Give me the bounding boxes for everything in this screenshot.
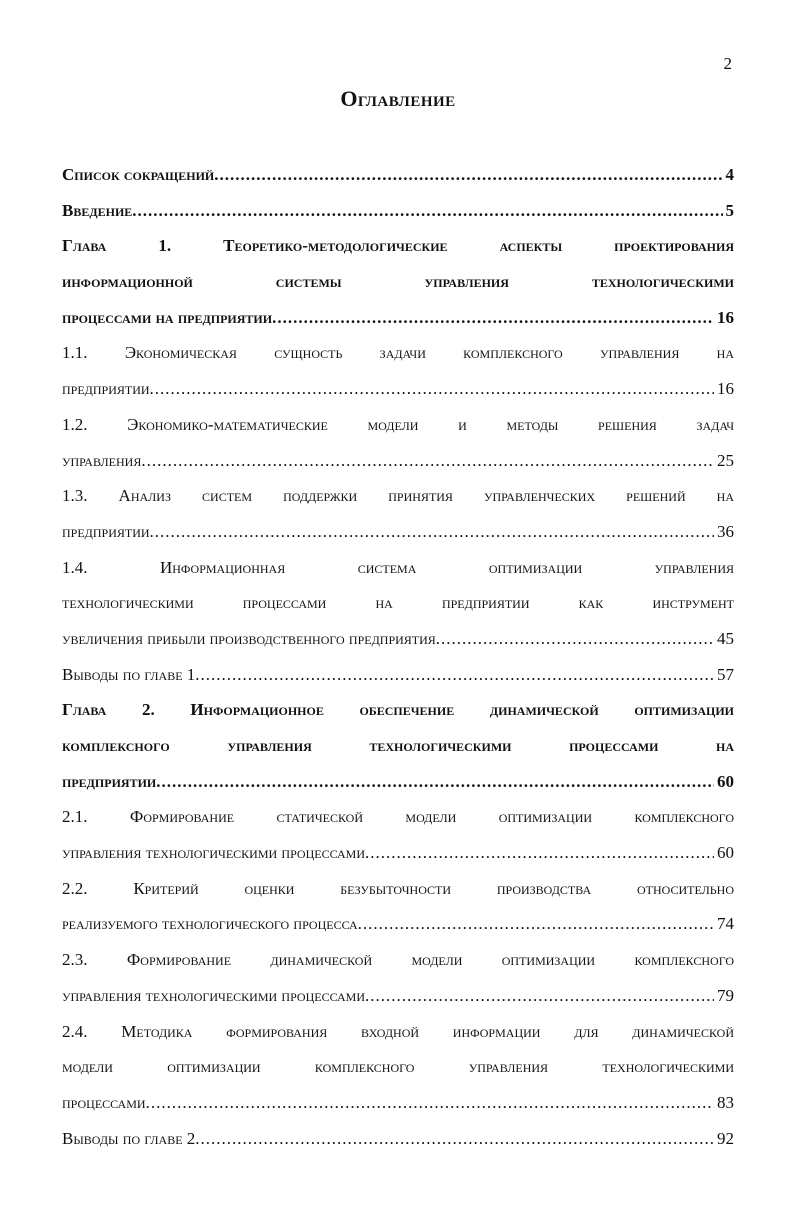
- toc-entry-section-2-4[interactable]: [62, 1014, 734, 1121]
- dot-leader: [150, 371, 714, 407]
- dot-leader: [214, 157, 722, 193]
- dot-leader: [365, 835, 714, 871]
- toc-entry-line: технологическими процессами на предприятии как инструмент: [62, 593, 734, 613]
- toc-entry-title: Список сокращений: [62, 165, 215, 184]
- dot-leader: [141, 443, 714, 479]
- toc-entry-section-1-1[interactable]: [62, 335, 734, 406]
- toc-entry-line: 2.1. Формирование статической модели оптимизации комплексного: [62, 807, 734, 827]
- toc-entry-title: Выводы по главе 2: [62, 1128, 196, 1148]
- toc-entry-introduction[interactable]: [62, 193, 734, 229]
- toc-entry-section-2-3[interactable]: [62, 942, 734, 1013]
- dot-leader: [195, 1121, 714, 1157]
- toc-page-number: 92: [717, 1128, 734, 1148]
- toc-entry-line: процессами: [62, 1092, 146, 1112]
- toc-entry-section-1-2[interactable]: [62, 407, 734, 478]
- toc-entry-line: процессами на предприятии: [62, 307, 273, 327]
- toc-entry-conclusions-2[interactable]: [62, 1121, 734, 1157]
- dot-leader: [358, 906, 714, 942]
- toc-page-number: 16: [717, 379, 734, 399]
- toc-entry-line: реализуемого технологического процесса: [62, 914, 358, 934]
- dot-leader: [436, 621, 714, 657]
- page-title: Оглавление: [340, 86, 456, 111]
- dot-leader: [272, 300, 714, 336]
- toc-page-number: 74: [717, 914, 734, 934]
- toc-entry-line: информационной системы управления технологическими: [62, 272, 734, 292]
- page-number: 2: [723, 54, 732, 73]
- toc-entry-line: предприятии: [62, 771, 157, 791]
- toc-entry-line: увеличения прибыли производственного предприятия: [62, 628, 436, 648]
- toc-entry-line: комплексного управления технологическими процессами на: [62, 736, 734, 755]
- toc-entry-line: 1.4. Информационная система оптимизации управления: [62, 557, 734, 577]
- toc-page-number: 4: [725, 165, 734, 184]
- toc-page-number: 83: [717, 1092, 734, 1112]
- toc-entry-section-2-2[interactable]: [62, 871, 734, 942]
- toc-page-number: 60: [717, 771, 734, 791]
- table-of-contents: [62, 157, 734, 1156]
- dot-leader: [365, 978, 714, 1014]
- toc-entry-abbreviations[interactable]: [62, 157, 734, 193]
- toc-entry-line: Глава 2. Информационное обеспечение динамической оптимизации: [62, 700, 734, 720]
- toc-page-number: 45: [717, 628, 734, 648]
- toc-entry-line: 1.2. Экономико-математические модели и методы решения задач: [62, 414, 734, 434]
- toc-entry-conclusions-1[interactable]: [62, 657, 734, 693]
- toc-entry-line: предприятии: [62, 521, 150, 541]
- dot-leader: [195, 657, 714, 693]
- toc-entry-line: управления технологическими процессами: [62, 985, 365, 1005]
- toc-entry-line: 1.1. Экономическая сущность задачи комплексного управления на: [62, 343, 734, 363]
- toc-entry-section-1-4[interactable]: [62, 550, 734, 657]
- toc-entry-line: Глава 1. Теоретико-методологические аспекты проектирования: [62, 236, 734, 256]
- toc-entry-chapter-1[interactable]: [62, 228, 734, 335]
- toc-entry-line: предприятии: [62, 379, 150, 399]
- toc-entry-line: 2.2. Критерий оценки безубыточности производства относительно: [62, 878, 734, 898]
- toc-entry-title: Выводы по главе 1: [62, 664, 196, 684]
- toc-entry-title: Введение: [62, 200, 133, 220]
- toc-page-number: 79: [717, 985, 734, 1005]
- toc-page-number: 25: [717, 450, 734, 470]
- toc-entry-line: 2.3. Формирование динамической модели оптимизации комплексного: [62, 950, 734, 970]
- toc-entry-line: модели оптимизации комплексного управления технологическими: [62, 1057, 734, 1077]
- dot-leader: [156, 764, 714, 800]
- dot-leader: [132, 193, 722, 229]
- toc-entry-line: управления технологическими процессами: [62, 843, 365, 863]
- dot-leader: [146, 1085, 714, 1121]
- dot-leader: [150, 514, 714, 550]
- toc-page-number: 36: [717, 521, 734, 541]
- toc-page-number: 57: [717, 664, 734, 684]
- toc-entry-line: 1.3. Анализ систем поддержки принятия управленческих решений на: [62, 486, 734, 506]
- toc-entry-section-1-3[interactable]: [62, 478, 734, 549]
- toc-page-number: 5: [725, 200, 734, 220]
- toc-entry-section-2-1[interactable]: [62, 799, 734, 870]
- toc-entry-line: 2.4. Методика формирования входной информации для динамической: [62, 1021, 734, 1041]
- toc-page-number: 60: [717, 843, 734, 863]
- toc-entry-line: управления: [62, 450, 142, 470]
- toc-entry-chapter-2[interactable]: [62, 692, 734, 799]
- toc-page-number: 16: [717, 307, 734, 327]
